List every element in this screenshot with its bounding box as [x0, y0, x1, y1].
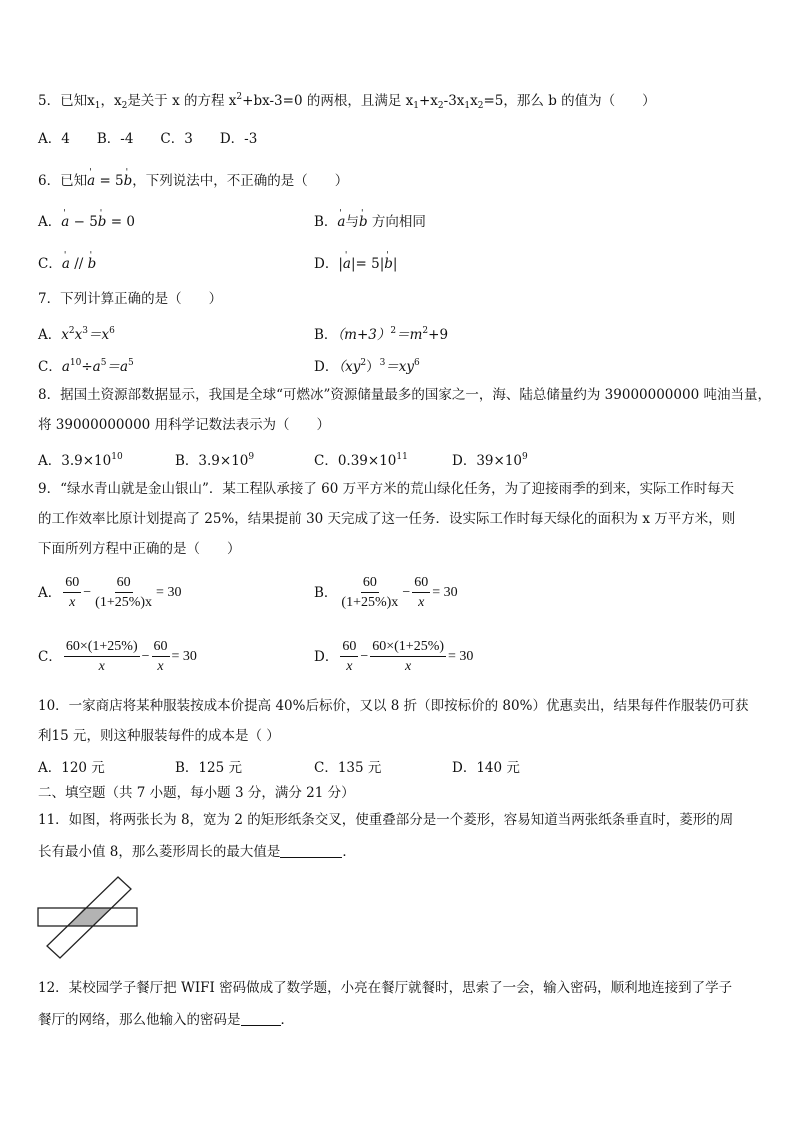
q6-option-b: B．' a与' b 方向相同 [314, 213, 426, 231]
q7-option-c: C．$a^{10}\div a^5=a^5$ [38, 358, 134, 375]
q6-option-d: D．|' a|= 5|' b| [314, 255, 397, 273]
q12-line1: 12．某校园学子餐厅把 WIFI 密码做成了数学题，小亮在餐厅就餐时，思索了一会，输入密码，顺利地连接到了学子 [38, 980, 733, 996]
q10-option-a: A．120 元 [38, 760, 105, 776]
q9-line3: 下面所列方程中正确的是（ ） [38, 541, 241, 557]
fraction: $\frac{60}{(1+25\%)x}$ [341, 575, 399, 610]
fraction: $\frac{60}{x}$ [414, 575, 429, 610]
fraction: $\frac{60}{x}$ [153, 639, 168, 674]
q8-option-d: D．$39\times 10^9$ [452, 452, 528, 469]
rhombus-overlap [68, 908, 110, 926]
q8-option-a: A．$3.9\times 10^{10}$ [38, 452, 123, 469]
fraction: $\frac{60}{x}$ [65, 575, 80, 610]
q5-options: A．4 B．-4 C．3 D．-3 [38, 131, 258, 147]
q6-stem: 6．已知' a = 5' b，下列说法中，不正确的是（ ） [38, 172, 348, 190]
q10-option-c: C．135 元 [314, 760, 382, 776]
q8-line1: 8．据国土资源部数据显示，我国是全球“可燃冰”资源储量最多的国家之一，海、陆总储量约为 39000000000 吨油当量， [38, 387, 771, 403]
q9-line1: 9．“绿水青山就是金山银山”．某工程队承接了 60 万平方米的荒山绿化任务，为了迎接雨季的到来，实际工作时每天 [38, 481, 735, 497]
q6-option-c: C．' a // ' b [38, 255, 96, 273]
q6-option-a: A．' a − 5' b = 0 [38, 213, 135, 231]
q5-stem: 5．已知$x_1$，$x_2$是关于 x 的方程 $x^2+bx-3=0$ 的两根，且满足 $x_1+x_2-3x_1x_2=5$，那么 b 的值为（ ） [38, 92, 656, 111]
q10-option-b: B．125 元 [175, 760, 242, 776]
fraction: $\frac{60\times(1+25\%)}{x}$ [65, 639, 138, 674]
fraction: $\frac{60}{x}$ [342, 639, 357, 674]
answer-blank[interactable] [280, 843, 342, 858]
q7-option-d: D．$(xy^2)^3=xy^6$ [314, 358, 420, 375]
fraction: $\frac{60}{(1+25\%)x}$ [95, 575, 153, 610]
q9-option-b: B． $\frac{60}{(1+25\%)x}$ − $\frac{60}{x}$ = 30 [314, 575, 458, 610]
q9-line2: 的工作效率比原计划提高了 25%，结果提前 30 天完成了这一任务．设实际工作时每天绿化的面积为 x 万平方米，则 [38, 511, 736, 527]
q9-option-d: D． $\frac{60}{x}$ − $\frac{60\times(1+25\%)}{x}$ = 30 [314, 639, 474, 674]
answer-blank[interactable] [241, 1011, 281, 1026]
q8-option-b: B．$3.9\times 10^9$ [175, 452, 255, 469]
q8-option-c: C．$0.39\times 10^{11}$ [314, 452, 408, 469]
q11-line1: 11．如图，将两张长为 8，宽为 2 的矩形纸条交叉，使重叠部分是一个菱形，容易知道当两张纸条垂直时，菱形的周 [38, 812, 734, 828]
q12-line2: 餐厅的网络，那么他输入的密码是 ． [38, 1012, 294, 1028]
q10-option-d: D．140 元 [452, 760, 520, 776]
q11-figure [36, 874, 140, 960]
q10-line1: 10．一家商店将某种服装按成本价提高 40%后标价，又以 8 折（即按标价的 80%）优惠卖出，结果每件作服装仍可获 [38, 698, 749, 714]
fraction: $\frac{60\times(1+25\%)}{x}$ [372, 639, 445, 674]
q7-option-b: B．$(m+3)^2=m^2+9$ [314, 326, 449, 343]
q7-option-a: A．$x^2x^3=x^6$ [38, 326, 115, 343]
q11-line2: 长有最小值 8，那么菱形周长的最大值是 ． [38, 844, 356, 860]
section-heading: 二、填空题（共 7 小题，每小题 3 分，满分 21 分） [38, 785, 355, 801]
q10-line2: 利15 元，则这种服装每件的成本是（ ） [38, 728, 280, 744]
q7-stem: 7．下列计算正确的是（ ） [38, 291, 223, 307]
q9-option-c: C． $\frac{60\times(1+25\%)}{x}$ − $\frac{60}{x}$ = 30 [38, 639, 197, 674]
q8-line2: 将 39000000000 用科学记数法表示为（ ） [38, 417, 331, 433]
q9-option-a: A． $\frac{60}{x}$ − $\frac{60}{(1+25\%)x}$ = 30 [38, 575, 182, 610]
